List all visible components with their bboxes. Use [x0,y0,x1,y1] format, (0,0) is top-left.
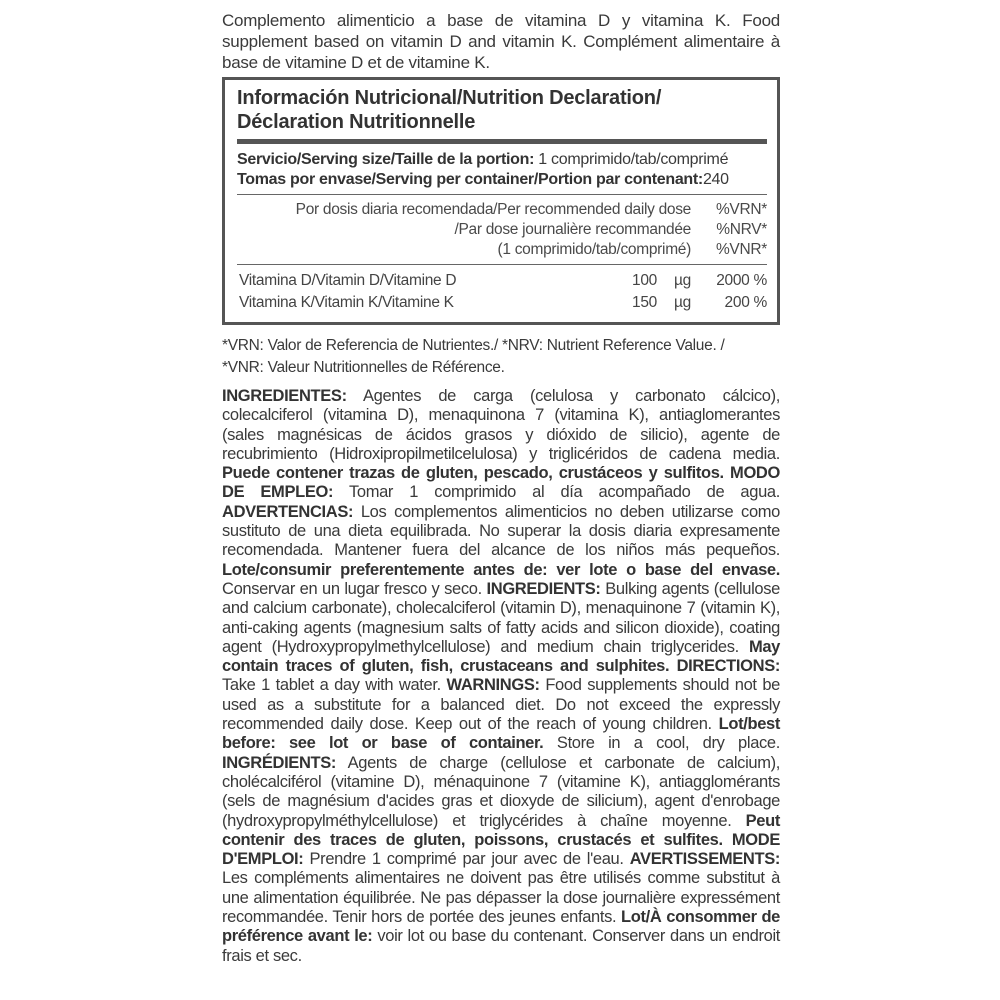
pct-header-nrv: %NRV* [716,221,767,238]
traces-fr: Peut contenir des traces de gluten, poissons, crustacés et sulfites. [222,811,780,849]
storage-fr: voir lot ou base du contenant. Conserver dans un endroit frais et sec. [222,927,781,965]
dose-header-line2: /Par dose journalière recommandée [454,221,691,238]
servings-per-container-label: Tomas por envase/Serving per container/Portion par contenant: [237,171,703,188]
storage-en: Store in a cool, dry place. [543,734,780,753]
directions-fr-text: Prendre 1 comprimé par jour avec de l'eau. [303,850,630,869]
thick-divider [237,139,767,144]
nutrition-title-line2: Déclaration Nutritionnelle [237,111,476,133]
warnings-es-text: Los complementos alimenticios no deben utilizarse como sustituto de una dieta equilibrada. No superar la dosis diaria expresamente recomendada. Mantener fuera del alcance de los niños más pequeños. [222,502,780,560]
lot-en: Lot/best before: see lot or base of container. [222,715,780,753]
ingredients-es-text: Agentes de carga (celulosa y carbonato cálcico), colecalciferol (vitamina D), menaquinona 7 (vitamina K), antiaglomerantes (sales magnésicas de ácidos grasos y dióxido de silicio), agente de recubrimiento (Hidroxipropilmetilcelulosa) y triglicéridos de cadena media. [222,387,780,463]
nutrition-title-line1: Información Nutricional/Nutrition Declaration/ [237,87,662,109]
directions-fr-label: MODE D'EMPLOI: [222,830,780,869]
nutrient-unit: µg [674,294,691,311]
footnote-line1: *VRN: Valor de Referencia de Nutrientes./ *NRV: Nutrient Reference Value. / [222,337,725,354]
warnings-fr-label: AVERTISSEMENTS: [629,850,780,869]
nutrient-name: Vitamina K/Vitamin K/Vitamine K [239,294,454,311]
nutrition-title [237,86,767,134]
footnote [222,335,780,379]
lot-fr: Lot/À consommer de préférence avant le: [222,908,780,946]
ingredients-en-label: INGREDIENTS: [486,579,601,598]
thin-divider [237,194,767,195]
pct-header-vrn: %VRN* [715,201,767,218]
directions-en-text: Take 1 tablet a day with water. [222,676,447,695]
ingredients-fr-text: Agents de charge (cellulose et carbonate de calcium), cholécalciférol (vitamine D), ménaquinone 7 (vitamine K), antiagglomérants (sels de magnésium d'acides gras et dioxyde de silicium), agent d'enrobage (hydroxypropylméthylcellulose) et triglycérides à chaîne moyenne. [222,753,780,830]
nutrient-name: Vitamina D/Vitamin D/Vitamine D [239,272,457,289]
directions-es-text: Tomar 1 comprimido al día acompañado de agua. [333,483,780,502]
nutrient-amount: 150 [632,294,657,311]
dose-header-text [237,200,707,260]
warnings-es-label: ADVERTENCIAS: [222,502,354,521]
thin-divider [237,264,767,265]
directions-en-label: DIRECTIONS: [669,657,780,676]
dose-header-line1: Por dosis diaria recomendada/Per recommended daily dose [295,201,691,218]
nutrient-amount: 100 [632,272,657,289]
pct-header [707,200,767,260]
nutrient-unit: µg [674,272,691,289]
warnings-fr-text: Les compléments alimentaires ne doivent pas être utilisés comme substitut à une alimentation équilibrée. Ne pas dépasser la dose journalière expressément recommandée. Tenir hors de portée des jeunes enfants. [222,869,780,927]
nutrient-row [237,292,767,314]
servings-per-container [237,170,767,190]
nutrition-table [222,77,780,325]
dose-header [237,200,767,260]
warnings-en-text: Food supplements should not be used as a substitute for a balanced diet. Do not exceed the expressly recommended daily dose. Keep out of the reach of young children. [222,676,780,734]
nutrient-percent: 2000 % [716,272,767,289]
nutrient-row [237,270,767,292]
ingredients-fr-label: INGRÉDIENTS: [222,753,337,772]
servings-per-container-value: 240 [702,171,729,188]
lot-es: Lote/consumir preferentemente antes de: ver lote o base del envase. [222,560,780,579]
pct-header-vnr: %VNR* [715,241,767,258]
serving-size-label: Servicio/Serving size/Taille de la portion: [237,151,535,168]
ingredients-block [222,387,780,966]
product-description: Complemento alimenticio a base de vitamina D y vitamina K. Food supplement based on vitamin D and vitamin K. Complément alimentaire à base de vitamine D et de vitamine K. [222,11,780,72]
traces-es: Puede contener trazas de gluten, pescado, crustáceos y sulfitos. [222,464,724,483]
dose-header-line3: (1 comprimido/tab/comprimé) [497,241,691,258]
traces-en: May contain traces of gluten, fish, crustaceans and sulphites. [222,637,780,676]
serving-size-value: 1 comprimido/tab/comprimé [534,151,729,168]
serving-size [237,150,767,170]
warnings-en-label: WARNINGS: [446,676,540,695]
footnote-line2: *VNR: Valeur Nutritionnelles de Référence. [222,359,505,376]
label-panel [222,10,780,966]
directions-es-label: MODO DE EMPLEO: [222,464,780,502]
nutrient-percent: 200 % [724,294,767,311]
ingredients-en-text: Bulking agents (cellulose and calcium carbonate), cholecalciferol (vitamin D), menaquinone 7 (vitamin K), anti-caking agents (magnesium salts of fatty acids and silicon dioxide), coating agent (Hydroxypropylmethylcellulose) and medium chain triglycerides. [222,579,780,656]
ingredients-es-label: INGREDIENTES: [222,387,347,405]
storage-es: Conservar en un lugar fresco y seco. [222,579,487,598]
